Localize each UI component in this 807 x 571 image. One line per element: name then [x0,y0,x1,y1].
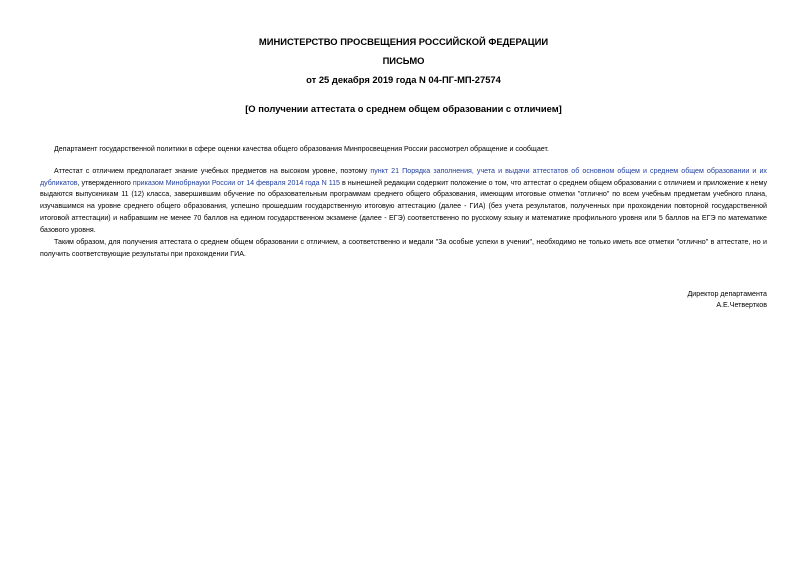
document-subject: [О получении аттестата о среднем общем образовании с отличием] [245,103,562,114]
paragraph-2-part-a: Аттестат с отличием предполагает знание учебных предметов на высоком уровне, поэтому [54,167,371,175]
paragraph-3-text: Таким образом, для получения аттестата о среднем общем образовании с отличием, а соответственно и медали "За особые успехи в учении", необходимо не только иметь все отметки "отлично" в аттестате, но и получить соответствующие результаты при прохождении ГИА. [40,238,767,258]
document-type: ПИСЬМО [382,55,425,66]
paragraph-2-part-c: в нынешней редакции содержит положение о том, что аттестат о среднем общем образовании с отличием и приложение к нему выдаются выпускникам 11 (12) класса, завершившим обучение по образовательным программам среднего общего образования, имеющим итоговые отметки "отлично" по всем учебным предметам учебного плана, изучавшимся на уровне среднего общего образования, успешно прошедшим государственную итоговую аттестацию (далее - ГИА) (без учета результатов, полученных при прохождении повторной государственной итоговой аттестации) и набравшим не менее 70 баллов на едином государственном экзамене (далее - ЕГЭ) соответственно по русскому языку и математике профильного уровня или 5 баллов на ЕГЭ по математике базового уровня. [40,178,767,234]
order-procedure-link[interactable]: пункт 21 Порядка заполнения, учета и выдачи аттестатов об основном общем и среднем общем образовании и их дубликатов [40,167,767,187]
document-date-number: от 25 декабря 2019 года N 04-ПГ-МП-27574 [306,74,501,85]
paragraph-1 [40,144,767,156]
paragraph-2 [40,166,767,236]
ministry-order-link[interactable]: приказом Минобрнауки России от 14 февраля 2014 года N 115 [132,178,341,187]
paragraph-2-text [40,166,767,236]
paragraph-2-part-b: , утвержденного [77,178,133,187]
paragraph-1-text: Департамент государственной политики в сфере оценки качества общего образования Минпросвещения России рассмотрел обращение и сообщает. [54,145,549,153]
signature-name: А.Е.Четвертков [716,301,767,309]
signature-position: Директор департамента [687,290,767,298]
ministry-title: МИНИСТЕРСТВО ПРОСВЕЩЕНИЯ РОССИЙСКОЙ ФЕДЕРАЦИИ [258,36,549,47]
paragraph-3 [40,237,767,260]
